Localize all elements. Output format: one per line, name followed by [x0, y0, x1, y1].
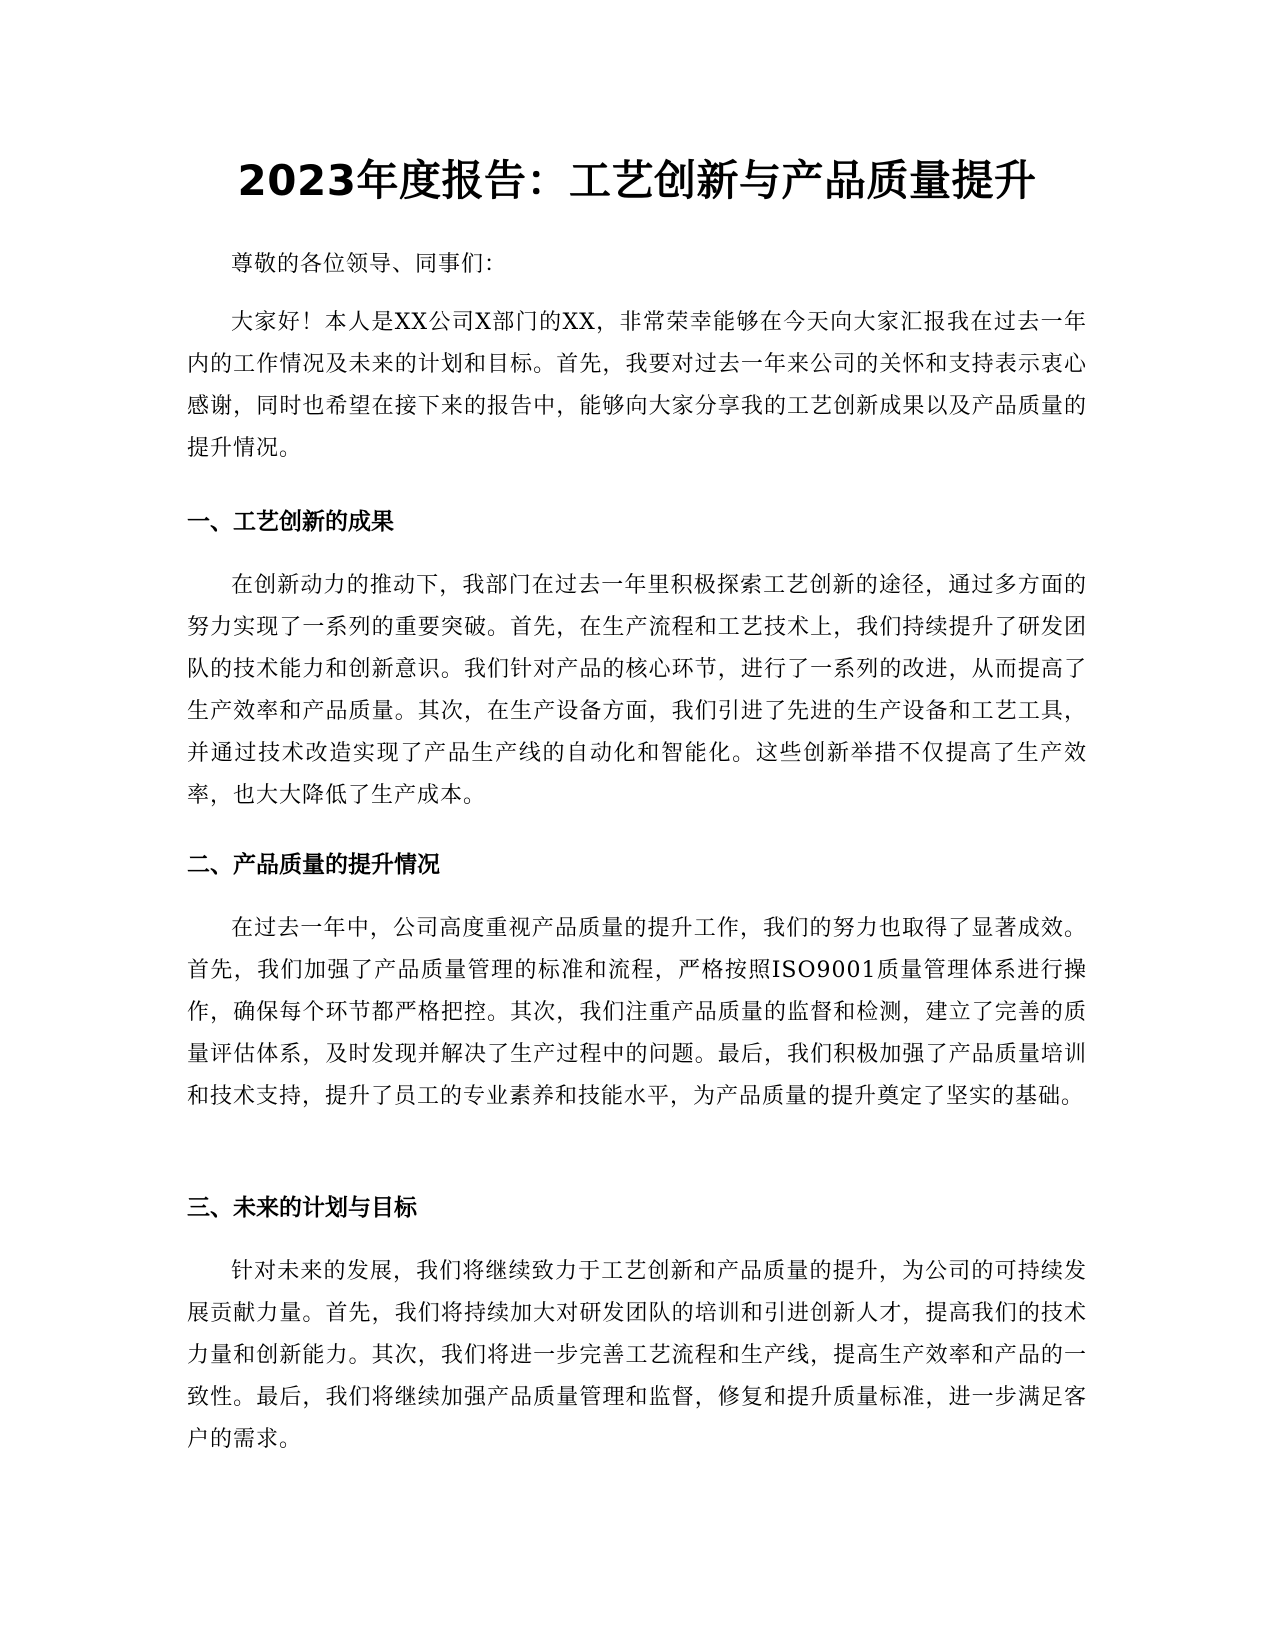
section-heading-plans: 三、未来的计划与目标: [187, 1195, 417, 1221]
section-heading-quality: 二、产品质量的提升情况: [187, 852, 440, 878]
section-body-quality: 在过去一年中，公司高度重视产品质量的提升工作，我们的努力也取得了显著成效。首先，我们加强了产品质量管理的标准和流程，严格按照ISO9001质量管理体系进行操作，确保每个环节都严格把控。其次，我们注重产品质量的监督和检测，建立了完善的质量评估体系，及时发现并解决了生产过程中的问题。最后，我们积极加强了产品质量培训和技术支持，提升了员工的专业素养和技能水平，为产品质量的提升奠定了坚实的基础。: [187, 916, 1087, 1109]
section-heading-innovation: 一、工艺创新的成果: [187, 509, 394, 535]
greeting-paragraph: 尊敬的各位领导、同事们：: [231, 252, 508, 277]
intro-paragraph: 大家好！本人是XX公司X部门的XX，非常荣幸能够在今天向大家汇报我在过去一年内的工作情况及未来的计划和目标。首先，我要对过去一年来公司的关怀和支持表示衷心感谢，同时也希望在接下来的报告中，能够向大家分享我的工艺创新成果以及产品质量的提升情况。: [187, 310, 1087, 461]
section-body-plans: 针对未来的发展，我们将继续致力于工艺创新和产品质量的提升，为公司的可持续发展贡献力量。首先，我们将持续加大对研发团队的培训和引进创新人才，提高我们的技术力量和创新能力。其次，我们将进一步完善工艺流程和生产线，提高生产效率和产品的一致性。最后，我们将继续加强产品质量管理和监督，修复和提升质量标准，进一步满足客户的需求。: [187, 1259, 1087, 1452]
section-body-innovation: 在创新动力的推动下，我部门在过去一年里积极探索工艺创新的途径，通过多方面的努力实现了一系列的重要突破。首先，在生产流程和工艺技术上，我们持续提升了研发团队的技术能力和创新意识。我们针对产品的核心环节，进行了一系列的改进，从而提高了生产效率和产品质量。其次，在生产设备方面，我们引进了先进的生产设备和工艺工具，并通过技术改造实现了产品生产线的自动化和智能化。这些创新举措不仅提高了生产效率，也大大降低了生产成本。: [187, 573, 1087, 808]
page-title: 2023年度报告：工艺创新与产品质量提升: [237, 156, 1037, 205]
